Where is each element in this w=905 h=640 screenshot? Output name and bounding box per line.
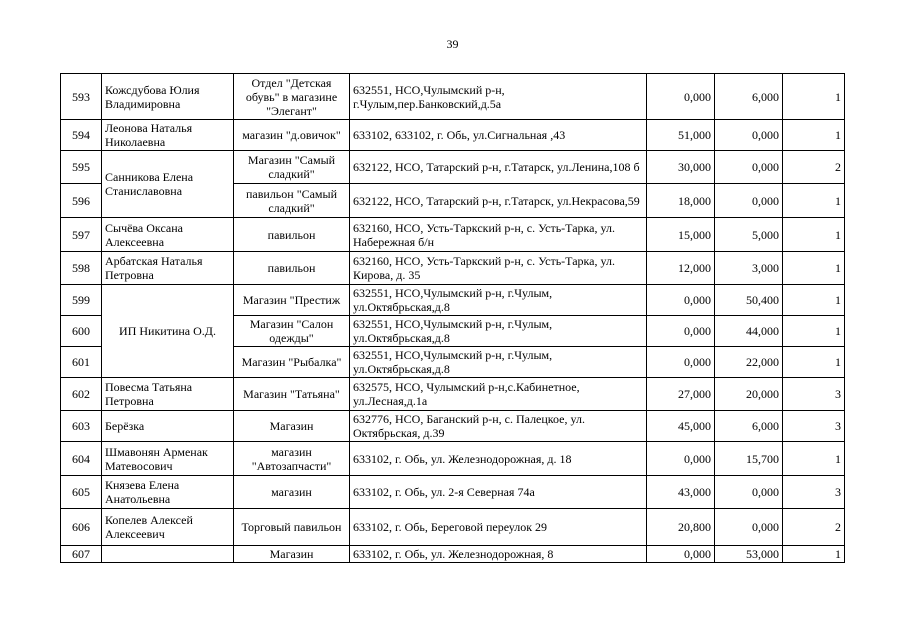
value-3: 3 <box>783 378 845 411</box>
row-number: 601 <box>61 347 102 378</box>
row-number: 596 <box>61 184 102 218</box>
table-row <box>61 120 845 151</box>
object-type: магазин "д.овичок" <box>234 120 350 151</box>
value-2: 6,000 <box>715 411 783 442</box>
object-address: 632122, НСО, Татарский р-н, г.Татарск, ул.Ленина,108 б <box>350 151 647 184</box>
object-type: магазин <box>234 476 350 509</box>
value-3: 1 <box>783 285 845 316</box>
value-2: 44,000 <box>715 316 783 347</box>
value-1: 18,000 <box>647 184 715 218</box>
object-address: 632551, НСО,Чулымский р-н, г.Чулым, ул.Октябрьская,д.8 <box>350 285 647 316</box>
value-3: 1 <box>783 252 845 285</box>
value-1: 0,000 <box>647 285 715 316</box>
table-row <box>61 546 845 563</box>
value-2: 53,000 <box>715 546 783 563</box>
object-type: павильон "Самый сладкий" <box>234 184 350 218</box>
table-row <box>61 476 845 509</box>
table-row <box>61 378 845 411</box>
object-address: 633102, 633102, г. Обь, ул.Сигнальная ,43 <box>350 120 647 151</box>
value-2: 22,000 <box>715 347 783 378</box>
registry-table <box>60 73 845 563</box>
object-type: павильон <box>234 218 350 252</box>
object-type: Магазин "Престиж <box>234 285 350 316</box>
value-1: 0,000 <box>647 546 715 563</box>
owner-name: Леонова Наталья Николаевна <box>102 120 234 151</box>
owner-name: Князева Елена Анатольевна <box>102 476 234 509</box>
row-number: 603 <box>61 411 102 442</box>
value-2: 15,700 <box>715 442 783 476</box>
row-number: 606 <box>61 509 102 546</box>
table-row <box>61 509 845 546</box>
owner-name: Арбатская Наталья Петровна <box>102 252 234 285</box>
row-number: 594 <box>61 120 102 151</box>
owner-name: Берёзка <box>102 411 234 442</box>
row-number: 604 <box>61 442 102 476</box>
row-number: 599 <box>61 285 102 316</box>
value-3: 1 <box>783 442 845 476</box>
object-type: Магазин "Татьяна" <box>234 378 350 411</box>
value-2: 20,000 <box>715 378 783 411</box>
value-1: 0,000 <box>647 347 715 378</box>
value-2: 0,000 <box>715 120 783 151</box>
object-address: 632122, НСО, Татарский р-н, г.Татарск, ул.Некрасова,59 <box>350 184 647 218</box>
table-row <box>61 74 845 120</box>
owner-name: ИП Никитина О.Д. <box>102 285 234 378</box>
object-type: Отдел "Детская обувь" в магазине "Элегант" <box>234 74 350 120</box>
value-3: 2 <box>783 509 845 546</box>
value-3: 1 <box>783 184 845 218</box>
object-address: 633102, г. Обь, ул. Железнодорожная, 8 <box>350 546 647 563</box>
object-address: 632776, НСО, Баганский р-н, с. Палецкое, ул. Октябрьская, д.39 <box>350 411 647 442</box>
value-2: 3,000 <box>715 252 783 285</box>
owner-name: Шмавонян Арменак Матевосович <box>102 442 234 476</box>
owner-name: Санникова Елена Станиславовна <box>102 151 234 218</box>
object-address: 632160, НСО, Усть-Таркский р-н, с. Усть-Тарка, ул. Кирова, д. 35 <box>350 252 647 285</box>
owner-name <box>102 546 234 563</box>
value-1: 15,000 <box>647 218 715 252</box>
value-3: 1 <box>783 120 845 151</box>
owner-name: Повесма Татьяна Петровна <box>102 378 234 411</box>
value-1: 0,000 <box>647 74 715 120</box>
table-row <box>61 151 845 184</box>
value-3: 3 <box>783 476 845 509</box>
table-row <box>61 252 845 285</box>
value-2: 0,000 <box>715 184 783 218</box>
table-row <box>61 218 845 252</box>
object-type: павильон <box>234 252 350 285</box>
value-3: 1 <box>783 546 845 563</box>
table-row <box>61 442 845 476</box>
table-row <box>61 285 845 316</box>
object-type: Магазин "Салон одежды" <box>234 316 350 347</box>
value-2: 5,000 <box>715 218 783 252</box>
row-number: 605 <box>61 476 102 509</box>
object-address: 632551, НСО,Чулымский р-н, г.Чулым,пер.Банковский,д.5а <box>350 74 647 120</box>
object-address: 633102, г. Обь, ул. Железнодорожная, д. 18 <box>350 442 647 476</box>
value-1: 12,000 <box>647 252 715 285</box>
row-number: 598 <box>61 252 102 285</box>
value-1: 0,000 <box>647 442 715 476</box>
value-2: 0,000 <box>715 476 783 509</box>
object-address: 633102, г. Обь, ул. 2-я Северная 74а <box>350 476 647 509</box>
object-address: 632551, НСО,Чулымский р-н, г.Чулым, ул.Октябрьская,д.8 <box>350 316 647 347</box>
value-3: 1 <box>783 218 845 252</box>
object-type: Магазин <box>234 546 350 563</box>
object-type: магазин "Автозапчасти" <box>234 442 350 476</box>
owner-name: Кожсдубова Юлия Владимировна <box>102 74 234 120</box>
value-3: 2 <box>783 151 845 184</box>
value-2: 0,000 <box>715 151 783 184</box>
value-1: 20,800 <box>647 509 715 546</box>
owner-name: Копелев Алексей Алексеевич <box>102 509 234 546</box>
row-number: 595 <box>61 151 102 184</box>
row-number: 602 <box>61 378 102 411</box>
value-1: 27,000 <box>647 378 715 411</box>
owner-name: Сычёва Оксана Алексеевна <box>102 218 234 252</box>
value-1: 30,000 <box>647 151 715 184</box>
table-row <box>61 411 845 442</box>
value-3: 1 <box>783 316 845 347</box>
object-type: Торговый павильон <box>234 509 350 546</box>
object-address: 633102, г. Обь, Береговой переулок 29 <box>350 509 647 546</box>
row-number: 607 <box>61 546 102 563</box>
object-address: 632160, НСО, Усть-Таркский р-н, с. Усть-Тарка, ул. Набережная б/н <box>350 218 647 252</box>
value-3: 1 <box>783 74 845 120</box>
value-1: 43,000 <box>647 476 715 509</box>
value-2: 6,000 <box>715 74 783 120</box>
page-number: 39 <box>446 37 459 51</box>
object-address: 632551, НСО,Чулымский р-н, г.Чулым, ул.Октябрьская,д.8 <box>350 347 647 378</box>
value-1: 45,000 <box>647 411 715 442</box>
object-type: Магазин "Рыбалка" <box>234 347 350 378</box>
value-2: 50,400 <box>715 285 783 316</box>
object-type: Магазин "Самый сладкий" <box>234 151 350 184</box>
row-number: 597 <box>61 218 102 252</box>
row-number: 593 <box>61 74 102 120</box>
object-address: 632575, НСО, Чулымский р-н,с.Кабинетное, ул.Лесная,д.1а <box>350 378 647 411</box>
value-1: 51,000 <box>647 120 715 151</box>
value-2: 0,000 <box>715 509 783 546</box>
value-3: 3 <box>783 411 845 442</box>
object-type: Магазин <box>234 411 350 442</box>
row-number: 600 <box>61 316 102 347</box>
value-1: 0,000 <box>647 316 715 347</box>
value-3: 1 <box>783 347 845 378</box>
